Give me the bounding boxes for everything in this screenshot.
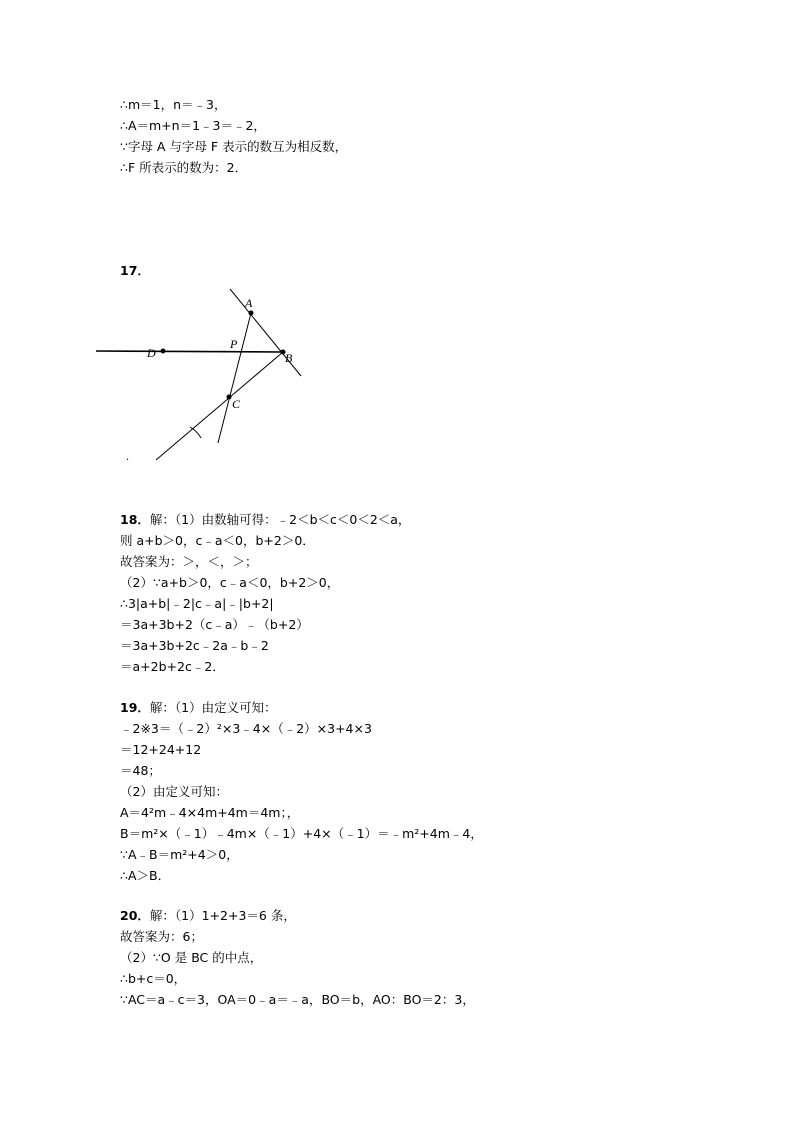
question-text: 解：（1）由数轴可得：﹣2＜b＜c＜0＜2＜a， [149, 512, 411, 527]
solution-line: ＝3a+3b+2（c﹣a）﹣（b+2） [120, 617, 309, 632]
question-text: 解：（1）1+2+3＝6 条， [149, 908, 296, 923]
solution-line: ＝a+2b+2c﹣2． [120, 659, 225, 674]
solution-line: ∵字母 A 与字母 F 表示的数互为相反数， [120, 139, 348, 154]
point-d [161, 349, 166, 354]
point-c [227, 395, 232, 400]
q18-heading [120, 512, 410, 527]
solution-line: 则 a+b＞0，c﹣a＜0，b+2＞0． [120, 533, 315, 548]
solution-line: ∴3|a+b|﹣2|c﹣a|﹣|b+2| [120, 596, 274, 611]
question-text: 解：（1）由定义可知： [149, 700, 277, 715]
solution-line: ∴b+c＝0， [120, 971, 187, 986]
solution-line: ∴F 所表示的数为：2． [120, 160, 248, 175]
question-number: 19． [120, 700, 150, 715]
solution-line: 故答案为：6； [120, 929, 203, 944]
question-number: 18． [120, 512, 150, 527]
question-17-number: 17． [120, 263, 150, 278]
q20-heading [120, 908, 296, 924]
solution-line: ∴A＝m+n＝1﹣3＝﹣2， [120, 118, 266, 133]
point-a [249, 311, 254, 316]
solution-line: ＝12+24+12 [120, 742, 202, 757]
solution-line: A＝4²m﹣4×4m+4m＝4m；， [120, 805, 300, 820]
ray-bd [96, 351, 283, 352]
solution-line: ∴A＞B． [120, 868, 171, 883]
label-d: D [147, 346, 156, 360]
solution-line: ＝3a+3b+2c﹣2a﹣b﹣2 [120, 638, 269, 653]
solution-line: ∵A﹣B＝m²+4＞0， [120, 847, 239, 862]
solution-line: （2）∵O 是 BC 的中点， [120, 950, 263, 965]
solution-line: B＝m²×（﹣1）﹣4m×（﹣1）+4×（﹣1）＝﹣m²+4m﹣4， [120, 826, 483, 841]
solution-line: ∵AC＝a﹣c＝3，OA＝0﹣a＝﹣a，BO＝b，AO：BO＝2：3， [120, 992, 475, 1007]
trailing-dot: . [126, 449, 129, 463]
solution-line: 故答案为：＞，＜，＞； [120, 554, 258, 569]
line-ac [218, 313, 251, 443]
solution-line: ＝48； [120, 763, 161, 778]
q18-line-0 [120, 512, 410, 528]
label-a: A [245, 296, 253, 310]
solution-line: ∴m＝1，n＝﹣3， [120, 97, 227, 112]
question-number: 20． [120, 908, 150, 923]
solution-line: （2）由定义可知： [120, 784, 228, 799]
ray-bc [156, 352, 283, 460]
label-p: P [230, 337, 238, 351]
solution-line: ﹣2※3＝（﹣2）²×3﹣4×（﹣2）×3+4×3 [120, 721, 372, 736]
q19-heading [120, 700, 277, 716]
solution-line: （2）∵a+b＞0，c﹣a＜0，b+2＞0， [120, 575, 340, 590]
arc-mark [190, 427, 201, 438]
label-c: C [232, 397, 241, 411]
label-b: B [285, 351, 293, 365]
